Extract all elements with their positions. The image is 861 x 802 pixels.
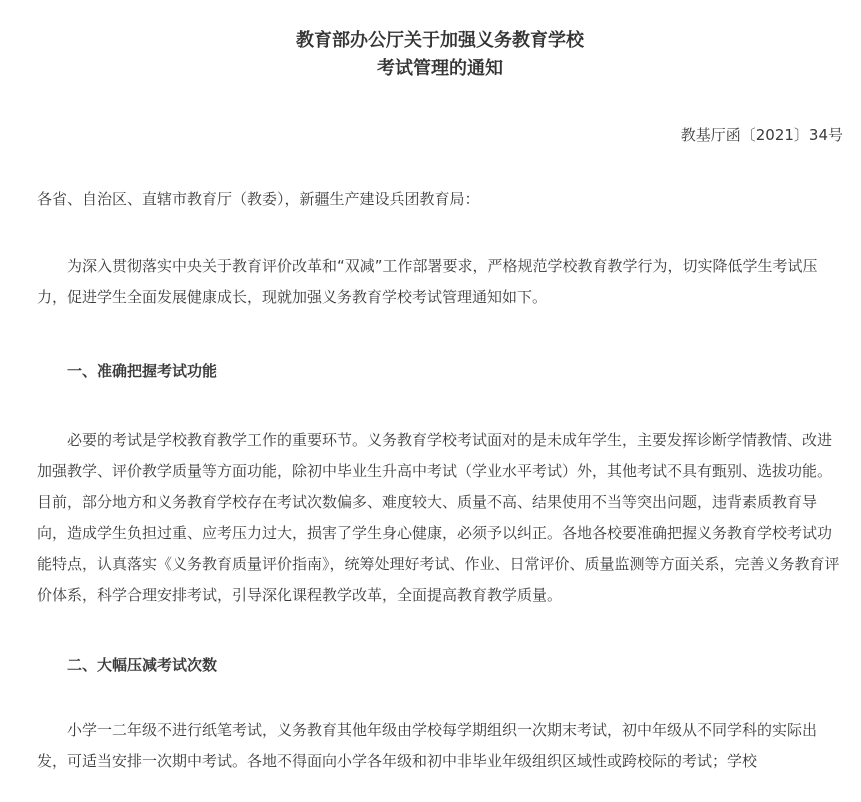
intro-paragraph: 为深入贯彻落实中央关于教育评价改革和“双减”工作部署要求，严格规范学校教育教学行为，切实降低学生考试压力，促进学生全面发展健康成长，现就加强义务教育学校考试管理通知如下。 [37, 257, 818, 306]
title-line-1: 教育部办公厅关于加强义务教育学校 [296, 30, 584, 51]
document-number: 教基厅函〔2021〕34号 [680, 126, 843, 144]
section-heading-1: 一、准确把握考试功能 [67, 362, 218, 380]
document-title [37, 0, 843, 83]
addressee: 各省、自治区、直辖市教育厅（教委），新疆生产建设兵团教育局： [37, 190, 480, 208]
section-body-2: 小学一二年级不进行纸笔考试，义务教育其他年级由学校每学期组织一次期末考试，初中年级从不同学科的实际出发，可适当安排一次期中考试。各地不得面向小学各年级和初中非毕业年级组织区域性或跨校际的考试；学校 [37, 721, 818, 770]
section-body-1: 必要的考试是学校教育教学工作的重要环节。义务教育学校考试面对的是未成年学生，主要发挥诊断学情教情、改进加强教学、评价教学质量等方面功能，除初中毕业生升高中考试（学业水平考试）外，其他考试不具有甄别、选拔功能。目前，部分地方和义务教育学校存在考试次数偏多、难度较大、质量不高、结果使用不当等突出问题，违背素质教育导向，造成学生负担过重、应考压力过大，损害了学生身心健康，必须予以纠正。各地各校要准确把握义务教育学校考试功能特点，认真落实《义务教育质量评价指南》，统筹处理好考试、作业、日常评价、质量监测等方面关系，完善义务教育评价体系，科学合理安排考试，引导深化课程教学改革，全面提高教育教学质量。 [37, 431, 840, 604]
section-heading-2: 二、大幅压减考试次数 [67, 656, 218, 674]
title-line-2: 考试管理的通知 [377, 58, 503, 79]
